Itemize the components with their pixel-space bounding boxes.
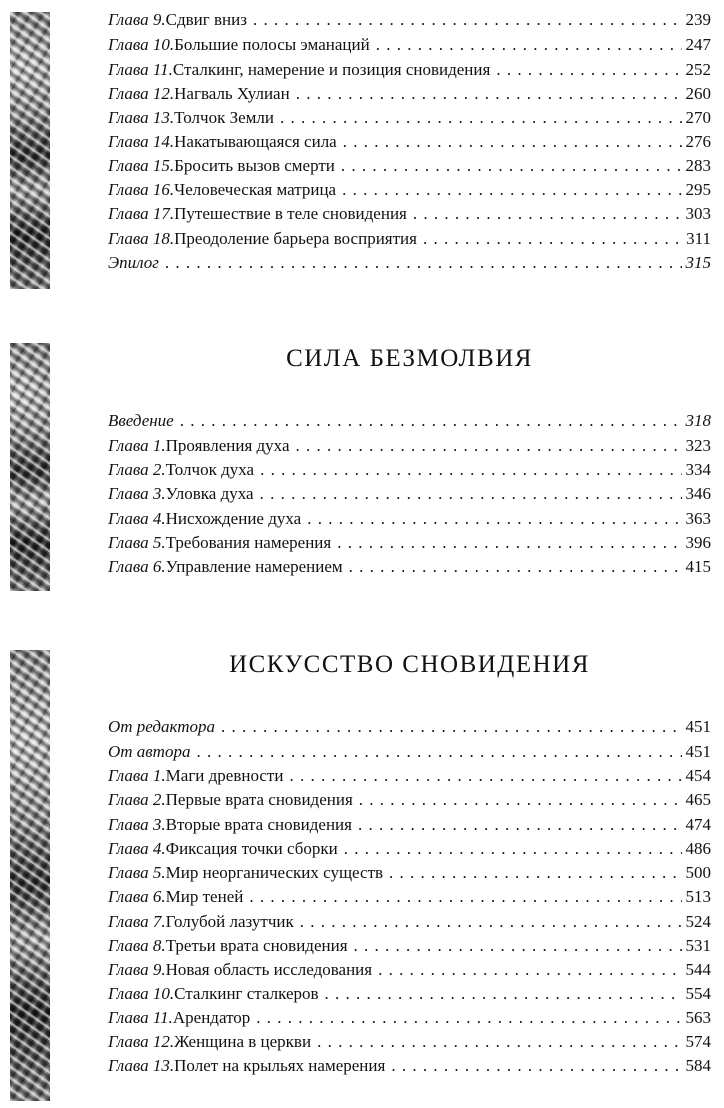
toc-entry-label: Глава 2. <box>108 790 166 809</box>
toc-entry[interactable] <box>108 934 711 958</box>
toc-entry-label: Глава 9. <box>108 960 166 979</box>
toc-entry-page: 334 <box>685 460 711 479</box>
toc-entry[interactable] <box>108 1006 711 1030</box>
illustration-strip-3 <box>10 650 50 1101</box>
dot-leader <box>280 106 682 130</box>
toc-entry-label: Глава 3. <box>108 484 166 503</box>
dot-leader <box>341 154 682 178</box>
toc-entry-label: Глава 6. <box>108 557 166 576</box>
toc-entry-title: Голубой лазутчик <box>165 912 294 931</box>
dot-leader <box>344 837 682 861</box>
toc-entry-title: Большие полосы эманаций <box>174 35 370 54</box>
toc-entry-page: 454 <box>685 766 711 785</box>
toc-entry[interactable] <box>108 227 711 251</box>
dot-leader <box>359 788 682 812</box>
toc-entry-title: Толчок Земли <box>174 108 274 127</box>
toc-entry-title: Вторые врата сновидения <box>165 815 352 834</box>
toc-entry-page: 584 <box>685 1056 711 1075</box>
toc-entry-label: Глава 2. <box>108 460 166 479</box>
toc-entry-label: Глава 5. <box>108 533 166 552</box>
toc-entry-title: Первые врата сновидения <box>165 790 353 809</box>
toc-entry-label: Глава 13. <box>108 108 175 127</box>
toc-entry[interactable] <box>108 531 711 555</box>
dot-leader <box>358 813 682 837</box>
toc-entry-title: Нисхождение духа <box>165 509 302 528</box>
dot-leader <box>165 251 682 275</box>
toc-entry[interactable] <box>108 58 711 82</box>
toc-entry-label: Глава 17. <box>108 204 175 223</box>
dot-leader <box>389 861 681 885</box>
toc-entry[interactable] <box>108 458 711 482</box>
toc-entry-page: 544 <box>685 960 711 979</box>
toc-entry-page: 415 <box>685 557 711 576</box>
toc-entry-label: Глава 11. <box>108 60 173 79</box>
dot-leader <box>342 178 681 202</box>
illustration-strip-1 <box>10 12 50 289</box>
toc-entry-page: 283 <box>685 156 711 175</box>
toc-entry-label: Глава 3. <box>108 815 166 834</box>
dot-leader <box>296 82 682 106</box>
dot-leader <box>249 885 681 909</box>
toc-entry-page: 513 <box>685 887 711 906</box>
toc-entry-label: Глава 10. <box>108 984 175 1003</box>
dot-leader <box>253 8 682 32</box>
toc-entry-page: 311 <box>686 229 711 248</box>
section-title: ИСКУССТВО СНОВИДЕНИЯ <box>229 651 590 678</box>
toc-entry[interactable] <box>108 740 711 764</box>
toc-entry-label: Глава 1. <box>108 766 166 785</box>
toc-entry[interactable] <box>108 507 711 531</box>
toc-entry-page: 270 <box>685 108 711 127</box>
dot-leader <box>337 531 681 555</box>
toc-entry-title: Новая область исследования <box>165 960 373 979</box>
toc-entry-page: 252 <box>685 60 711 79</box>
dot-leader <box>378 958 681 982</box>
toc-entry-title: Путешествие в теле сновидения <box>174 204 407 223</box>
toc-entry[interactable] <box>108 1054 711 1078</box>
toc-entry-page: 500 <box>685 863 711 882</box>
toc-entry-title: Требования намерения <box>165 533 332 552</box>
toc-entry-label: Глава 6. <box>108 887 166 906</box>
toc-entry-label: Глава 15. <box>108 156 175 175</box>
toc-entry-label: Глава 12. <box>108 1032 175 1051</box>
toc-entry-title: Нагваль Хулиан <box>174 84 290 103</box>
dot-leader <box>413 202 682 226</box>
dot-leader <box>289 764 681 788</box>
toc-entry-title: Бросить вызов смерти <box>174 156 335 175</box>
toc-entry-page: 346 <box>685 484 711 503</box>
toc-entry-title: Женщина в церкви <box>174 1032 312 1051</box>
toc-entry-title: Мир неорганических существ <box>165 863 384 882</box>
toc-entry-page: 486 <box>685 839 711 858</box>
toc-entry-page: 323 <box>685 436 711 455</box>
toc-entry-title: Накатывающаяся сила <box>174 132 337 151</box>
toc-entry-title: Третьи врата сновидения <box>165 936 348 955</box>
dot-leader <box>300 910 682 934</box>
toc-entry[interactable] <box>108 1030 711 1054</box>
toc-entry[interactable] <box>108 813 711 837</box>
toc-entry-title: Сдвиг вниз <box>165 10 247 29</box>
dot-leader <box>391 1054 681 1078</box>
toc-entry-label: Эпилог <box>108 253 159 272</box>
toc-entry-page: 276 <box>685 132 711 151</box>
toc-entry[interactable] <box>108 861 711 885</box>
toc-entry-title: Маги древности <box>165 766 284 785</box>
toc-entry[interactable] <box>108 409 711 433</box>
toc-entry[interactable] <box>108 82 711 106</box>
toc-entry-page: 318 <box>685 411 711 430</box>
toc-entry[interactable] <box>108 982 711 1006</box>
toc-entry-label: Глава 1. <box>108 436 166 455</box>
toc-entry-label: От редактора <box>108 717 216 736</box>
toc-entry-label: Глава 8. <box>108 936 166 955</box>
dot-leader <box>296 434 682 458</box>
toc-entry-page: 451 <box>685 742 711 761</box>
toc-entry[interactable] <box>108 482 711 506</box>
dot-leader <box>256 1006 681 1030</box>
dot-leader <box>307 507 681 531</box>
toc-entry[interactable] <box>108 434 711 458</box>
dot-leader <box>423 227 682 251</box>
toc-entry-page: 524 <box>685 912 711 931</box>
toc-entry-label: Глава 12. <box>108 84 175 103</box>
toc-entry[interactable] <box>108 910 711 934</box>
toc-entry-page: 474 <box>685 815 711 834</box>
dot-leader <box>317 1030 681 1054</box>
toc-entry-label: Глава 10. <box>108 35 175 54</box>
section-title: СИЛА БЕЗМОЛВИЯ <box>286 345 533 372</box>
dot-leader <box>196 740 681 764</box>
dot-leader <box>221 715 681 739</box>
toc-entry-page: 574 <box>685 1032 711 1051</box>
dot-leader <box>260 482 682 506</box>
toc-entry-page: 531 <box>685 936 711 955</box>
toc-entry-page: 239 <box>685 10 711 29</box>
dot-leader <box>343 130 682 154</box>
toc-entry-title: Управление намерением <box>165 557 343 576</box>
toc-entry-label: Глава 5. <box>108 863 166 882</box>
dot-leader <box>376 33 682 57</box>
toc-entry[interactable] <box>108 715 711 739</box>
toc-entry-label: Глава 4. <box>108 509 166 528</box>
toc-entry-title: Арендатор <box>172 1008 251 1027</box>
illustration-strip-2 <box>10 343 50 591</box>
toc-entry-label: Глава 13. <box>108 1056 175 1075</box>
toc-entry[interactable] <box>108 555 711 579</box>
toc-entry[interactable] <box>108 8 711 32</box>
dot-leader <box>349 555 682 579</box>
toc-entry-title: Преодоление барьера восприятия <box>174 229 417 248</box>
toc-entry-label: От автора <box>108 742 191 761</box>
toc-entry-page: 465 <box>685 790 711 809</box>
toc-entry[interactable] <box>108 764 711 788</box>
toc-entry[interactable] <box>108 788 711 812</box>
toc-entry-label: Глава 16. <box>108 180 175 199</box>
toc-entry-label: Глава 11. <box>108 1008 173 1027</box>
toc-entry[interactable] <box>108 837 711 861</box>
toc-entry-label: Глава 4. <box>108 839 166 858</box>
toc-entry-title: Полет на крыльях намерения <box>174 1056 386 1075</box>
toc-entry-page: 363 <box>685 509 711 528</box>
toc-entry-label: Введение <box>108 411 174 430</box>
toc-entry-label: Глава 7. <box>108 912 166 931</box>
dot-leader <box>260 458 681 482</box>
toc-entry-title: Мир теней <box>165 887 244 906</box>
toc-entry-page: 563 <box>685 1008 711 1027</box>
toc-entry[interactable] <box>108 885 711 909</box>
toc-entry[interactable] <box>108 106 711 130</box>
toc-entry-title: Толчок духа <box>165 460 255 479</box>
dot-leader <box>180 409 682 433</box>
toc-entry-page: 396 <box>685 533 711 552</box>
toc-entry-page: 247 <box>685 35 711 54</box>
toc-entry-title: Фиксация точки сборки <box>165 839 338 858</box>
dot-leader <box>325 982 682 1006</box>
toc-entry-title: Сталкинг, намерение и позиция сновидения <box>172 60 491 79</box>
toc-entry[interactable] <box>108 202 711 226</box>
toc-entry[interactable] <box>108 251 711 275</box>
toc-entry[interactable] <box>108 130 711 154</box>
toc-entry-page: 303 <box>685 204 711 223</box>
toc-entry-page: 295 <box>685 180 711 199</box>
toc-entry[interactable] <box>108 154 711 178</box>
toc-entry-title: Проявления духа <box>165 436 290 455</box>
toc-entry[interactable] <box>108 958 711 982</box>
toc-entry-title: Человеческая матрица <box>174 180 337 199</box>
dot-leader <box>354 934 682 958</box>
toc-entry-title: Уловка духа <box>165 484 254 503</box>
toc-entry-page: 260 <box>685 84 711 103</box>
toc-entry[interactable] <box>108 178 711 202</box>
toc-entry-page: 451 <box>685 717 711 736</box>
toc-entry-title: Сталкинг сталкеров <box>174 984 319 1003</box>
dot-leader <box>496 58 681 82</box>
toc-entry-label: Глава 14. <box>108 132 175 151</box>
toc-entry[interactable] <box>108 33 711 57</box>
toc-entry-page: 315 <box>685 253 711 272</box>
toc-entry-page: 554 <box>685 984 711 1003</box>
toc-entry-label: Глава 9. <box>108 10 166 29</box>
toc-entry-label: Глава 18. <box>108 229 175 248</box>
